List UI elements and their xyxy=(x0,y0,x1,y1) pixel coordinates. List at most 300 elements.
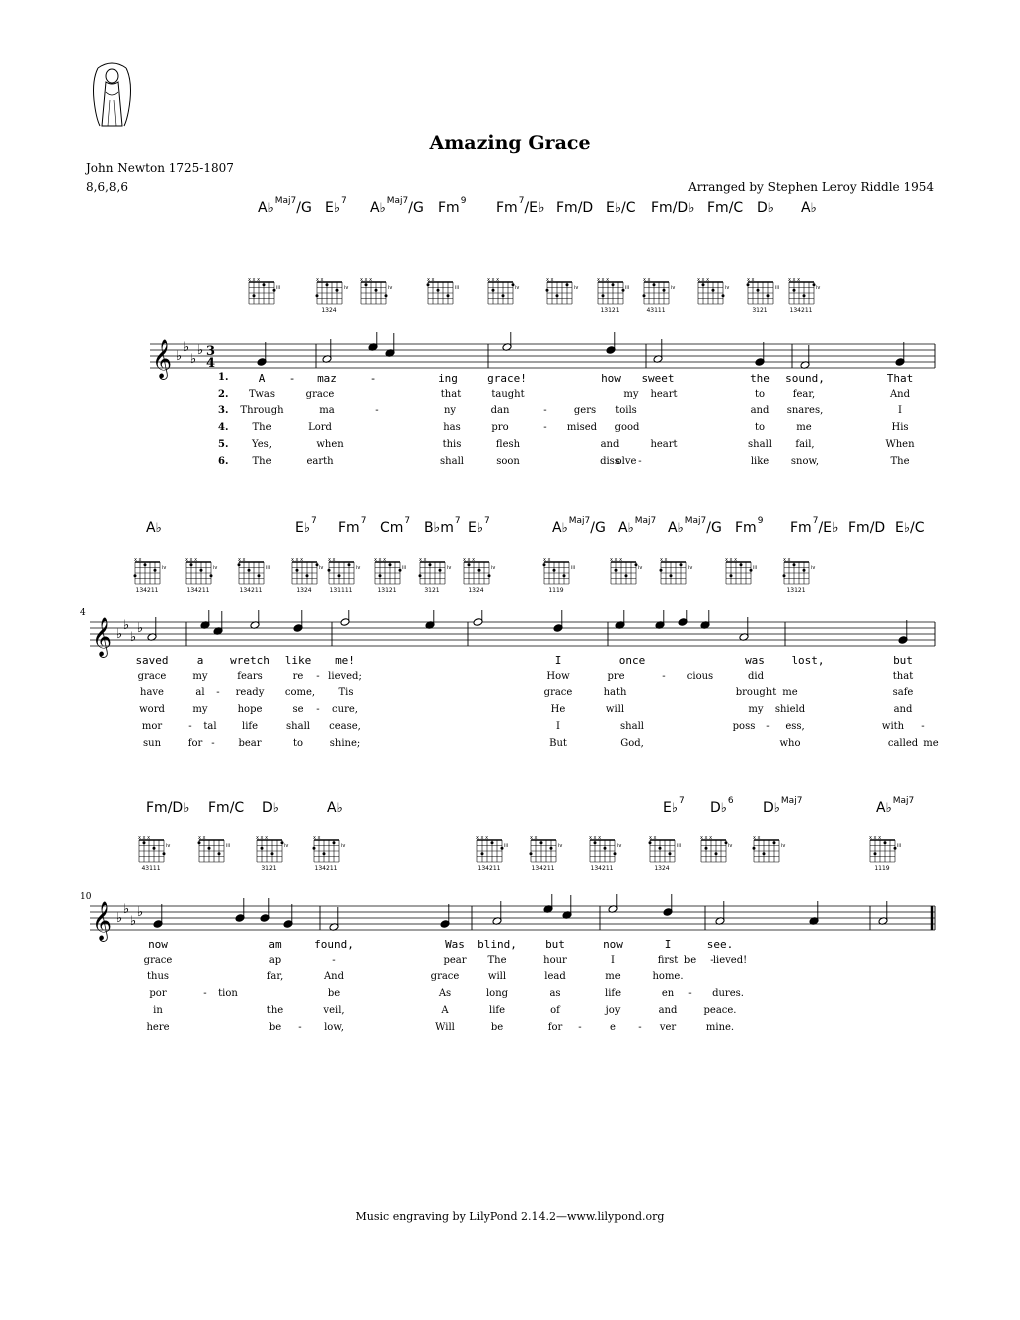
lyric-syllable: and xyxy=(600,438,620,450)
chord-diagram xyxy=(642,276,682,322)
chord-fingering-label: 134211 xyxy=(314,865,338,872)
lyric-syllable: - xyxy=(543,422,547,434)
lyric-syllable: A xyxy=(441,1004,449,1016)
lyric-syllable: blind, xyxy=(477,938,517,951)
svg-text:iv: iv xyxy=(725,285,730,291)
chord-symbol: Fm$^9$ xyxy=(735,516,764,536)
svg-text:x x x: x x x xyxy=(610,557,623,563)
lyric-syllable: snares, xyxy=(786,405,824,417)
lyric-syllable: - xyxy=(211,737,215,749)
svg-text:4: 4 xyxy=(206,356,216,371)
svg-text:3: 3 xyxy=(206,344,216,359)
svg-text:iv: iv xyxy=(388,285,393,291)
svg-text:iv: iv xyxy=(671,285,676,291)
lyric-syllable: a xyxy=(196,654,204,667)
chord-fingering-label: 3121 xyxy=(424,587,440,594)
svg-text:x x x: x x x xyxy=(697,277,710,283)
treble-clef-icon: 𝄞 xyxy=(92,901,113,941)
lyric-syllable: my xyxy=(192,704,208,716)
lyric-syllable: now xyxy=(603,938,623,951)
svg-text:iv: iv xyxy=(356,565,361,571)
flat-icon: ♭ xyxy=(197,343,204,358)
lyric-syllable: - xyxy=(662,670,666,682)
chord-diagram xyxy=(696,276,736,322)
lyric-syllable: hath xyxy=(603,687,627,699)
lyric-syllable: How xyxy=(546,670,570,682)
lyric-syllable: pro xyxy=(491,422,509,434)
lyric-syllable: grace xyxy=(430,971,460,983)
lyric-syllable: my xyxy=(623,388,639,400)
lyric-syllable: I xyxy=(664,938,672,951)
chord-symbol: Fm$^7$/E♭ xyxy=(790,516,839,536)
lyric-syllable: And xyxy=(323,971,345,983)
lyric-syllable: word xyxy=(139,704,165,716)
chord-symbol: D♭ xyxy=(757,200,774,216)
lyric-syllable: will xyxy=(487,971,507,983)
lyric-syllable: called xyxy=(887,737,919,749)
svg-text:iv: iv xyxy=(166,843,171,849)
lyric-syllable: en xyxy=(661,988,675,1000)
lyric-syllable: cure, xyxy=(332,704,358,716)
lyric-syllable: life xyxy=(488,1004,506,1016)
lyric-syllable: in xyxy=(153,1004,163,1016)
verse-number: 5. xyxy=(218,438,229,450)
flat-icon: ♭ xyxy=(130,914,137,929)
lyric-syllable: - xyxy=(369,372,377,385)
chord-fingering-label: 134211 xyxy=(135,587,159,594)
lyric-syllable: for xyxy=(187,737,203,749)
lyric-syllable: did xyxy=(747,670,765,682)
svg-text:x x x: x x x xyxy=(463,557,476,563)
svg-text:iv: iv xyxy=(491,565,496,571)
svg-text:x x x: x x x xyxy=(788,277,801,283)
chord-symbol: $B♭m^7$ xyxy=(424,516,461,536)
lyric-syllable: God, xyxy=(620,737,644,749)
svg-text:iv: iv xyxy=(319,565,324,571)
svg-text:x x: x x xyxy=(530,835,538,841)
chord-diagram xyxy=(486,276,526,322)
svg-text:iv: iv xyxy=(341,843,346,849)
lyric-syllable: as xyxy=(549,988,561,1000)
chord-diagram xyxy=(545,276,585,322)
verse-number: 2. xyxy=(218,388,229,400)
chord-fingering-label: 1119 xyxy=(874,865,890,872)
lyric-syllable: The xyxy=(252,455,272,467)
svg-text:x x: x x xyxy=(543,557,551,563)
chord-fingering-label: 1324 xyxy=(468,587,484,594)
lyric-syllable: ap xyxy=(268,954,282,966)
lyric-syllable: be xyxy=(268,1021,282,1033)
lyric-syllable: ma xyxy=(319,405,335,417)
lyric-syllable: here xyxy=(146,1021,170,1033)
chord-diagram xyxy=(588,834,628,880)
lyric-syllable: shall xyxy=(440,455,464,467)
lyric-syllable: brought xyxy=(735,687,777,699)
lyric-syllable: pear xyxy=(443,954,467,966)
lyric-syllable: e xyxy=(610,1021,616,1033)
chord-symbol: Fm/C xyxy=(208,800,245,816)
chord-symbol: A♭$^{Maj7}$/G xyxy=(668,516,722,536)
svg-text:x x x: x x x xyxy=(476,835,489,841)
lyric-syllable: far, xyxy=(266,971,284,983)
lyric-syllable: flesh xyxy=(495,438,521,450)
svg-text:iv: iv xyxy=(728,843,733,849)
lyric-syllable: shield xyxy=(774,704,806,716)
lyric-syllable: me xyxy=(796,422,812,434)
lyric-syllable: He xyxy=(550,704,566,716)
lyric-syllable: shall xyxy=(620,720,644,732)
lyric-syllable: hope xyxy=(237,704,263,716)
lyric-syllable: me xyxy=(605,971,621,983)
lyric-syllable: this xyxy=(442,438,462,450)
lyric-syllable: see. xyxy=(706,938,734,951)
lyric-syllable: That xyxy=(886,372,914,385)
chord-diagram xyxy=(373,556,413,602)
chord-fingering-label: 43111 xyxy=(141,865,161,872)
lyric-syllable: A xyxy=(258,372,266,385)
chord-fingering-label: 1324 xyxy=(321,307,337,314)
lyric-syllable: - xyxy=(766,720,770,732)
engraving-credit: Music engraving by LilyPond 2.14.2—www.lilypond.org xyxy=(355,1210,665,1223)
lyric-syllable: When xyxy=(885,438,915,450)
svg-text:iv: iv xyxy=(688,565,693,571)
lyric-syllable: sun xyxy=(142,737,162,749)
lyric-syllable: - xyxy=(543,405,547,417)
svg-text:x x: x x xyxy=(328,557,336,563)
flat-icon: ♭ xyxy=(137,905,144,920)
chord-diagram xyxy=(237,556,277,602)
lyric-syllable: - xyxy=(638,455,642,467)
chord-symbol: A♭ xyxy=(801,200,817,216)
svg-text:x x x: x x x xyxy=(869,835,882,841)
lyric-syllable: veil, xyxy=(323,1004,345,1016)
chord-diagram xyxy=(312,834,352,880)
chord-diagram xyxy=(787,276,827,322)
chord-diagram xyxy=(247,276,287,322)
lyric-syllable: hour xyxy=(543,954,567,966)
svg-text:iii: iii xyxy=(677,843,682,849)
lyric-syllable: low, xyxy=(324,1021,344,1033)
svg-text:x x x: x x x xyxy=(700,835,713,841)
lyric-syllable: how xyxy=(601,372,621,385)
lyric-syllable: grace xyxy=(143,954,173,966)
lyric-syllable: - xyxy=(375,405,379,417)
lyric-syllable: grace! xyxy=(487,372,527,385)
svg-text:x x: x x xyxy=(660,557,668,563)
lyric-syllable: grace xyxy=(137,670,167,682)
lyric-syllable: ess, xyxy=(785,720,805,732)
measure-number: 10 xyxy=(80,892,92,902)
lyric-syllable: taught xyxy=(491,388,525,400)
lyric-syllable: wretch xyxy=(230,654,270,667)
chord-diagram xyxy=(197,834,237,880)
svg-text:x x: x x xyxy=(313,835,321,841)
chord-diagram xyxy=(782,556,822,602)
chord-fingering-label: 1324 xyxy=(296,587,312,594)
chord-fingering-label: 3121 xyxy=(752,307,768,314)
lyric-syllable: As xyxy=(438,988,452,1000)
lyric-syllable: pre xyxy=(607,670,625,682)
lyric-syllable: ny xyxy=(443,405,457,417)
svg-text:iv: iv xyxy=(781,843,786,849)
chord-fingering-label: 134211 xyxy=(477,865,501,872)
lyric-syllable: and xyxy=(658,1004,678,1016)
svg-text:x x x: x x x xyxy=(256,835,269,841)
lyric-syllable: am xyxy=(268,938,282,951)
chord-symbol: E♭$^7$ xyxy=(325,196,347,216)
chord-diagram xyxy=(255,834,295,880)
lyric-syllable: thus xyxy=(146,971,170,983)
lyric-syllable: come, xyxy=(284,687,316,699)
chord-symbol: D♭$^6$ xyxy=(710,796,734,816)
svg-text:iii: iii xyxy=(897,843,902,849)
treble-clef-icon: 𝄞 xyxy=(92,617,113,657)
chord-diagram xyxy=(426,276,466,322)
chord-diagram xyxy=(475,834,515,880)
chord-symbol: Fm/D♭ xyxy=(146,800,190,816)
lyric-syllable: The xyxy=(252,422,272,434)
lyric-syllable: life xyxy=(241,720,259,732)
lyric-syllable: - xyxy=(710,954,714,966)
lyric-syllable: that xyxy=(440,388,462,400)
lyric-syllable: But xyxy=(549,737,567,749)
svg-text:x x x: x x x xyxy=(597,277,610,283)
chord-diagram xyxy=(184,556,224,602)
chord-diagram xyxy=(648,834,688,880)
lyric-syllable: dan xyxy=(490,405,510,417)
lyric-syllable: to xyxy=(754,422,766,434)
svg-text:x x: x x xyxy=(546,277,554,283)
chord-symbol: E♭$^7$ xyxy=(468,516,490,536)
svg-text:iv: iv xyxy=(811,565,816,571)
measure-number: 4 xyxy=(80,608,86,618)
chord-symbol: Fm/C xyxy=(707,200,744,216)
svg-text:x x x: x x x xyxy=(291,557,304,563)
flat-icon: ♭ xyxy=(123,618,130,633)
lyric-syllable: lead xyxy=(544,971,566,983)
lyric-syllable: The xyxy=(890,455,910,467)
chord-symbol: A♭$^{Maj7}$/G xyxy=(370,196,424,216)
lyric-syllable: long xyxy=(485,988,509,1000)
lyric-syllable: earth xyxy=(306,455,334,467)
svg-text:iii: iii xyxy=(753,565,758,571)
lyric-syllable: Lord xyxy=(308,422,332,434)
lyric-syllable: that xyxy=(892,670,914,682)
svg-text:x x: x x xyxy=(238,557,246,563)
chord-diagram xyxy=(596,276,636,322)
chord-diagram xyxy=(542,556,582,602)
chord-diagram xyxy=(137,834,177,880)
lyric-syllable: shall xyxy=(748,438,772,450)
lyric-syllable: ready xyxy=(235,687,265,699)
chord-diagram xyxy=(133,556,173,602)
svg-text:x x x: x x x xyxy=(185,557,198,563)
lyric-syllable: por xyxy=(149,988,167,1000)
lyric-syllable: good xyxy=(614,422,640,434)
chord-symbol: E♭/C xyxy=(606,200,636,216)
chord-fingering-label: 1119 xyxy=(548,587,564,594)
svg-text:iii: iii xyxy=(276,285,281,291)
flat-icon: ♭ xyxy=(116,911,123,926)
chord-diagram xyxy=(752,834,792,880)
lyric-syllable: found, xyxy=(314,938,354,951)
lyric-syllable: I xyxy=(556,720,560,732)
svg-text:iv: iv xyxy=(574,285,579,291)
lyric-syllable: first xyxy=(657,954,679,966)
lyric-syllable: Tis xyxy=(338,687,354,699)
verse-number: 1. xyxy=(218,372,229,383)
lyric-syllable: - xyxy=(288,372,296,385)
lyric-syllable: joy xyxy=(605,1004,621,1016)
lyric-syllable: once xyxy=(618,654,646,667)
lyric-syllable: - xyxy=(298,1021,302,1033)
lyric-syllable: lieved! xyxy=(712,954,748,966)
verse-number: 3. xyxy=(218,405,229,417)
chord-symbol: Fm/D xyxy=(556,200,594,216)
chord-fingering-label: 43111 xyxy=(646,307,666,314)
lyric-syllable: now xyxy=(148,938,168,951)
lyric-syllable: - xyxy=(316,670,320,682)
chord-symbol: Fm$^7$ xyxy=(338,516,367,536)
arranger-credit: Arranged by Stephen Leroy Riddle 1954 xyxy=(688,180,934,194)
svg-text:x x x: x x x xyxy=(725,557,738,563)
lyric-syllable: shall xyxy=(286,720,310,732)
lyric-syllable: tion xyxy=(218,988,238,1000)
chord-symbol: A♭ xyxy=(146,520,162,536)
chord-diagram xyxy=(529,834,569,880)
chord-diagram xyxy=(746,276,786,322)
lyric-syllable: poss xyxy=(732,720,756,732)
lyric-syllable: soon xyxy=(496,455,520,467)
lyric-syllable: cious xyxy=(686,670,714,682)
svg-text:iii: iii xyxy=(226,843,231,849)
lyric-syllable: me! xyxy=(335,654,355,667)
flat-icon: ♭ xyxy=(137,621,144,636)
chord-fingering-label: 13121 xyxy=(600,307,620,314)
lyric-syllable: lieved; xyxy=(328,670,362,682)
chord-diagram xyxy=(462,556,502,602)
svg-text:iv: iv xyxy=(558,843,563,849)
meter: 8,6,8,6 xyxy=(86,180,128,194)
svg-text:x x: x x xyxy=(753,835,761,841)
flat-icon: ♭ xyxy=(130,630,137,645)
lyric-syllable: of xyxy=(550,1004,560,1016)
chord-fingering-label: 134211 xyxy=(590,865,614,872)
chord-fingering-label: 3121 xyxy=(261,865,277,872)
lyric-syllable: olve xyxy=(615,455,637,467)
chord-symbol: A♭$^{Maj7}$/G xyxy=(258,196,312,216)
svg-text:x x: x x xyxy=(419,557,427,563)
chord-fingering-label: 134211 xyxy=(789,307,813,314)
svg-text:x x x: x x x xyxy=(248,277,261,283)
chord-symbol: Fm$^7$/E♭ xyxy=(496,196,545,216)
lyric-syllable: - xyxy=(578,1021,582,1033)
lyric-syllable: Was xyxy=(445,938,465,951)
lyric-syllable: I xyxy=(554,654,562,667)
lyric-syllable: I xyxy=(611,954,615,966)
chord-symbol: A♭$^{Maj7}$ xyxy=(876,796,915,816)
svg-text:iii: iii xyxy=(266,565,271,571)
svg-text:iii: iii xyxy=(504,843,509,849)
poet-credit: John Newton 1725-1807 xyxy=(86,161,234,175)
lyric-syllable: saved xyxy=(135,654,169,667)
lyric-syllable: - xyxy=(638,1021,642,1033)
svg-text:iii: iii xyxy=(625,285,630,291)
chord-diagram xyxy=(327,556,367,602)
chord-symbol: Fm/D♭ xyxy=(651,200,695,216)
svg-text:x x x: x x x xyxy=(487,277,500,283)
svg-text:x x: x x xyxy=(316,277,324,283)
lyric-syllable: tal xyxy=(203,720,217,732)
lyric-syllable: life xyxy=(604,988,622,1000)
verse-number: 4. xyxy=(218,422,229,434)
chord-symbol: A♭$^{Maj7}$ xyxy=(618,516,657,536)
lyric-syllable: Will xyxy=(435,1021,455,1033)
svg-text:x x: x x xyxy=(649,835,657,841)
svg-text:iv: iv xyxy=(617,843,622,849)
verse-number: 6. xyxy=(218,455,229,467)
lyric-syllable: - xyxy=(332,954,336,966)
lyric-syllable: home. xyxy=(652,971,684,983)
lyric-syllable: - xyxy=(316,704,320,716)
svg-text:x x: x x xyxy=(643,277,651,283)
svg-text:x x x: x x x xyxy=(589,835,602,841)
chord-symbol: A♭ xyxy=(327,800,343,816)
lyric-syllable: - xyxy=(216,687,220,699)
lyric-syllable: mine. xyxy=(705,1021,735,1033)
lyric-syllable: my xyxy=(192,670,208,682)
lyric-syllable: my xyxy=(748,704,764,716)
lyric-syllable: who xyxy=(779,737,801,749)
chord-diagram xyxy=(315,276,355,322)
chord-fingering-label: 13121 xyxy=(786,587,806,594)
lyric-syllable: - xyxy=(203,988,207,1000)
lyric-syllable: has xyxy=(443,422,461,434)
lyric-syllable: for xyxy=(547,1021,563,1033)
lyric-syllable: like xyxy=(284,654,312,667)
svg-text:x x: x x xyxy=(747,277,755,283)
lyric-syllable: lost, xyxy=(791,654,825,667)
lyric-syllable: shine; xyxy=(329,737,361,749)
svg-text:iv: iv xyxy=(515,285,520,291)
lyric-syllable: the xyxy=(266,1004,284,1016)
chord-diagram xyxy=(868,834,908,880)
chord-symbol: E♭$^7$ xyxy=(663,796,685,816)
chord-diagram xyxy=(699,834,739,880)
svg-text:iv: iv xyxy=(816,285,821,291)
svg-text:iv: iv xyxy=(213,565,218,571)
chord-fingering-label: 131111 xyxy=(329,587,353,594)
lyric-syllable: sound, xyxy=(785,372,825,385)
lyric-syllable: when xyxy=(316,438,344,450)
svg-text:x x: x x xyxy=(783,557,791,563)
lyric-syllable: And xyxy=(889,388,911,400)
lyric-syllable: se xyxy=(292,704,304,716)
lyric-syllable: fear, xyxy=(792,388,816,400)
lyric-syllable: - xyxy=(921,720,925,732)
lyric-syllable: will xyxy=(605,704,625,716)
lyric-syllable: the xyxy=(750,372,770,385)
chord-symbol: D♭ xyxy=(262,800,279,816)
lyric-syllable: gers xyxy=(573,405,597,417)
svg-text:iv: iv xyxy=(284,843,289,849)
chord-diagram xyxy=(659,556,699,602)
chord-fingering-label: 13121 xyxy=(377,587,397,594)
chord-symbol: Cm$^7$ xyxy=(380,516,411,536)
angel-logo xyxy=(88,60,136,130)
lyric-syllable: snow, xyxy=(790,455,820,467)
lyric-syllable: re xyxy=(292,670,304,682)
